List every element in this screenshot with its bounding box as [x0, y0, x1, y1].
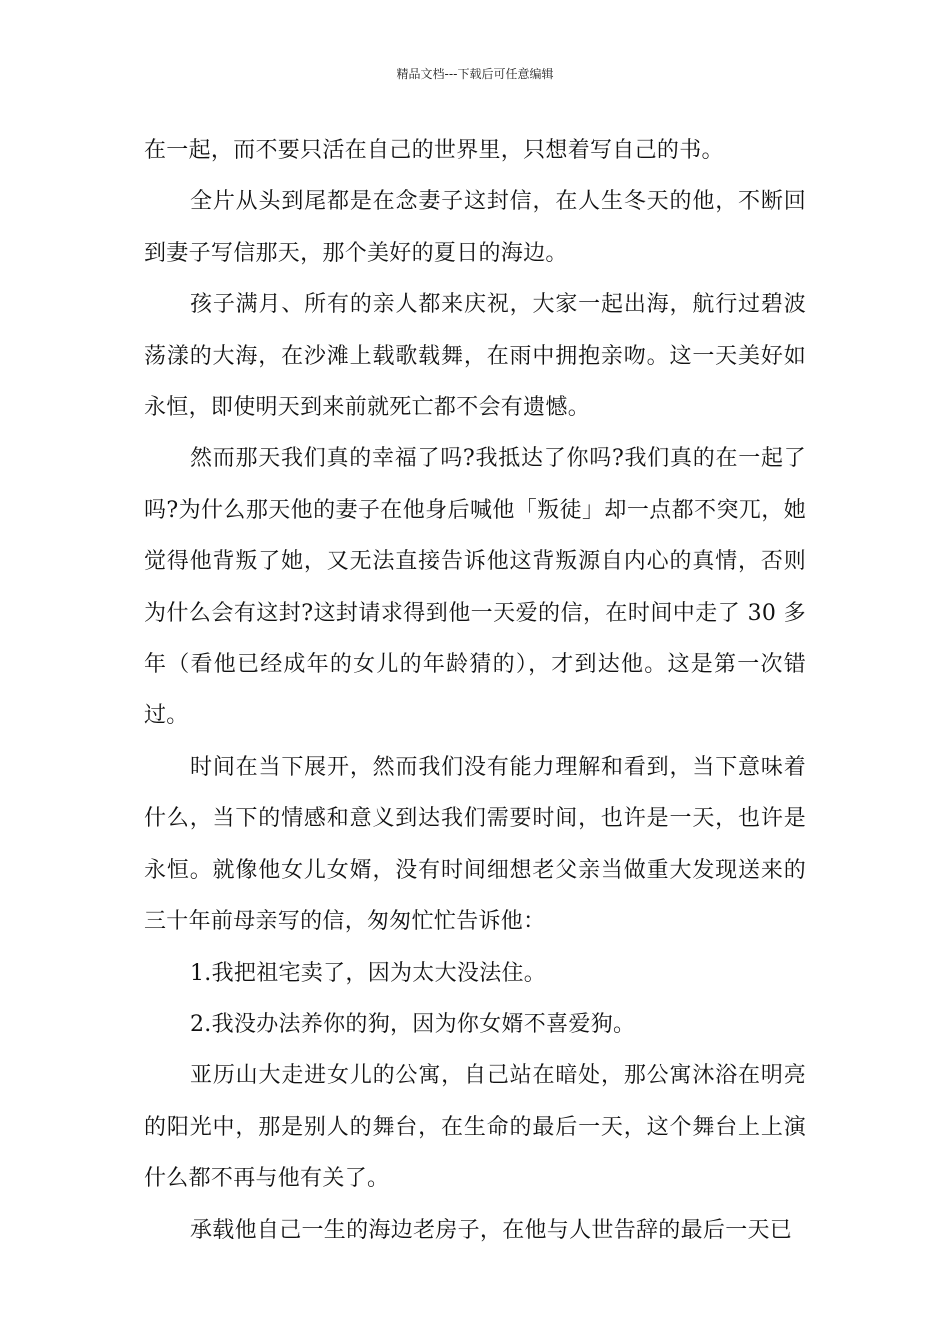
list-item: 1.我把祖宅卖了，因为太大没法住。 — [190, 960, 547, 986]
paragraph: 然而那天我们真的幸福了吗?我抵达了你吗?我们真的在一起了吗?为什么那天他的妻子在他身后喊他「叛徒」却一点都不突兀，她觉得他背叛了她，又无法直接告诉他这背叛源自内心的真情，否则为什么会有这封?这封请求得到他一天爱的信，在时间中走了 30 多年（看他已经成年的女儿的年龄猜的），才到达他。这是第一次错过。 — [144, 446, 806, 729]
list-item: 2.我没办法养你的狗，因为你女婿不喜爱狗。 — [190, 1011, 636, 1037]
paragraph: 时间在当下展开，然而我们没有能力理解和看到，当下意味着什么，当下的情感和意义到达我们需要时间，也许是一天，也许是永恒。就像他女儿女婿，没有时间细想老父亲当做重大发现送来的三十年前母亲写的信，匆匆忙忙告诉他： — [144, 754, 806, 935]
paragraph: 承载他自己一生的海边老房子，在他与人世告辞的最后一天已 — [190, 1217, 793, 1243]
document-body — [144, 125, 806, 1256]
page-header: 精品文档---下载后可任意编辑 — [396, 67, 554, 81]
paragraph: 全片从头到尾都是在念妻子这封信，在人生冬天的他，不断回到妻子写信那天，那个美好的夏日的海边。 — [144, 189, 806, 266]
paragraph-continued: 在一起，而不要只活在自己的世界里，只想着写自己的书。 — [144, 138, 724, 163]
paragraph: 孩子满月、所有的亲人都来庆祝，大家一起出海，航行过碧波荡漾的大海，在沙滩上载歌载舞，在雨中拥抱亲吻。这一天美好如永恒，即使明天到来前就死亡都不会有遗憾。 — [144, 292, 806, 421]
paragraph: 亚历山大走进女儿的公寓，自己站在暗处，那公寓沐浴在明亮的阳光中，那是别人的舞台，在生命的最后一天，这个舞台上上演什么都不再与他有关了。 — [144, 1063, 806, 1192]
